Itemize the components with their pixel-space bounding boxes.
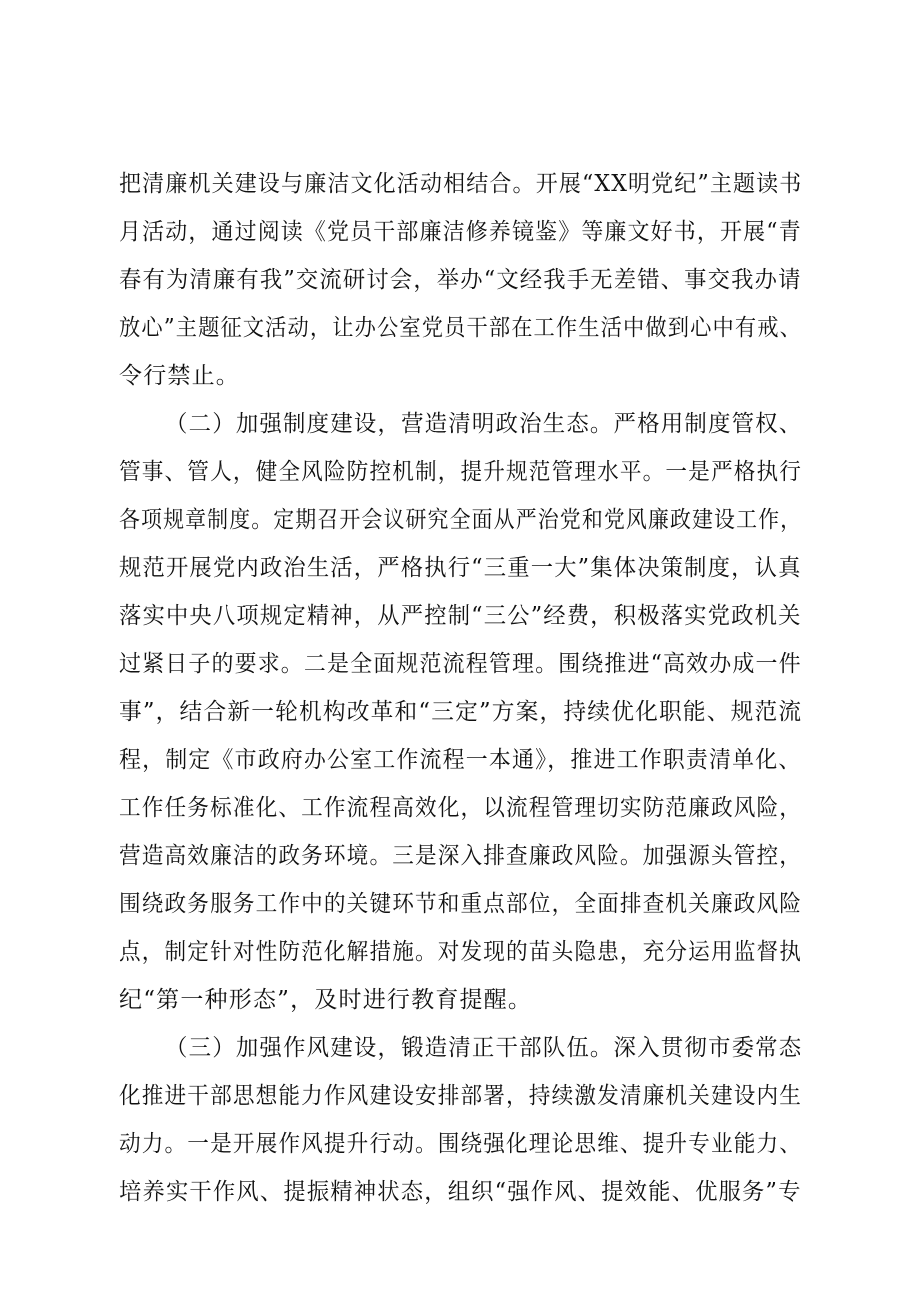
text-line [0,164,920,204]
text-line [0,692,920,732]
line-text: （三）加强作风建设，锻造清正干部队伍。深入贯彻市委常态 [165,1035,803,1061]
line-text: 各项规章制度。定期召开会议研究全面从严治党和党风廉政建设工作， [119,507,803,533]
line-text: 春有为清廉有我”交流研讨会，举办“文经我手无差错、事交我办请 [119,267,802,293]
line-text: 化推进干部思想能力作风建设安排部署，持续激发清廉机关建设内生 [119,1083,803,1109]
text-line [0,212,920,252]
line-text: 程，制定《市政府办公室工作流程一本通》，推进工作职责清单化、 [119,747,802,773]
text-line [0,884,920,924]
line-text: 点，制定针对性防范化解措施。对发现的苗头隐患，充分运用监督执 [119,939,803,965]
line-text: 规范开展党内政治生活，严格执行“三重一大”集体决策制度，认真 [119,555,802,581]
text-line [0,932,920,972]
text-line [0,980,920,1020]
text-line [0,260,920,300]
line-text: 动力。一是开展作风提升行动。围绕强化理论思维、提升专业能力、 [119,1131,803,1157]
text-line [0,788,920,828]
text-line [0,1076,920,1116]
line-text: 培养实干作风、提振精神状态，组织“强作风、提效能、优服务”专 [119,1179,802,1205]
line-text: 工作任务标准化、工作流程高效化，以流程管理切实防范廉政风险， [119,795,803,821]
text-line [0,356,920,396]
line-text: 过紧日子的要求。二是全面规范流程管理。围绕推进“高效办成一件 [119,651,802,677]
line-text: 把清廉机关建设与廉洁文化活动相结合。开展“XX明党纪”主题读书 [119,171,803,197]
line-text: （二）加强制度建设，营造清明政治生态。严格用制度管权、 [165,411,803,437]
text-line [0,596,920,636]
text-line [0,740,920,780]
line-text: 营造高效廉洁的政务环境。三是深入排查廉政风险。加强源头管控， [119,843,803,869]
text-line [0,404,920,444]
line-text: 管事、管人，健全风险防控机制，提升规范管理水平。一是严格执行 [119,459,803,485]
line-text: 放心”主题征文活动，让办公室党员干部在工作生活中做到心中有戒、 [119,315,802,341]
text-line [0,308,920,348]
text-line [0,836,920,876]
line-text: 落实中央八项规定精神，从严控制“三公”经费，积极落实党政机关 [119,603,802,629]
text-line [0,500,920,540]
line-text: 纪“第一种形态”，及时进行教育提醒。 [119,987,533,1013]
line-text: 月活动，通过阅读《党员干部廉洁修养镜鉴》等廉文好书，开展“青 [119,219,802,245]
text-line [0,1172,920,1212]
text-line [0,452,920,492]
text-line [0,1028,920,1068]
text-line [0,644,920,684]
text-line [0,548,920,588]
line-text: 事”，结合新一轮机构改革和“三定”方案，持续优化职能、规范流 [119,699,803,725]
line-text: 令行禁止。 [119,363,240,389]
text-line [0,1124,920,1164]
line-text: 围绕政务服务工作中的关键环节和重点部位，全面排查机关廉政风险 [119,891,803,917]
